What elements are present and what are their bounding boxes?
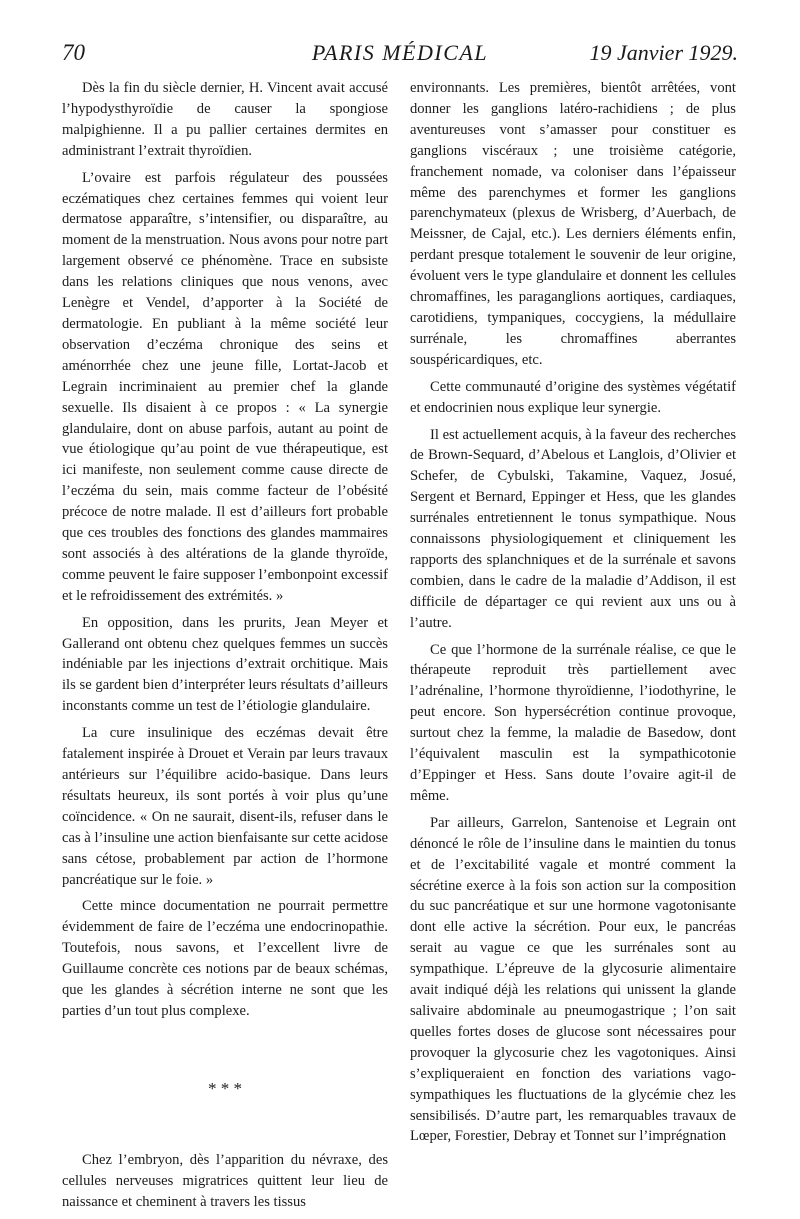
paragraph-continuation: environnants. Les premières, bientôt arrêtées, vont donner les ganglions latéro-rachidiens ; de plus aventureuses vont s’amasser pour constituer es ganglions viscéraux ; une troisième catégorie, franchement nomade, va coloniser dans l’épaisseur même des parenchymes et former les ganglions parenchymateux (plexus de Wrisberg, d’Auerbach, de Meissner, de Cajal, etc.). Les derniers éléments enfin, perdant presque totalement le souvenir de leur origine, évoluent vers le type glandulaire et donnent les cellules chromaffines, les paraganglions aortiques, cardiaques, carotidiens, tympaniques, coccygiens, la médullaire surrénale, les chromaffines aberrantes souspéricardiques, etc. [410,80,736,368]
right-column [410,78,736,1153]
paragraph: Ce que l’hormone de la surrénale réalise, ce que le thérapeute reproduit très partiellement avec l’adrénaline, l’hormone thyroïdienne, l’iodothyrine, le peut encore. Son hypersécrétion continue provoque, surtout chez la femme, la maladie de Basedow, dont l’équivalent masculin est la sympathicotonie d’Eppinger et Hess. Sans doute l’ovaire agit-il de même. [410,641,736,804]
issue-date: 19 Janvier 1929. [589,40,738,65]
paragraph: Chez l’embryon, dès l’apparition du névraxe, des cellules nerveuses migratrices quittent leur lieu de naissance et cheminent à travers les tissus [62,1151,388,1210]
paragraph: Cette mince documentation ne pourrait permettre évidemment de faire de l’eczéma une endocrinopathie. Toutefois, nous savons, et l’excellent livre de Guillaume concrète ces notions par de beaux schémas, que les glandes à sécrétion interne ne sont que les parties d’un tout plus complexe. [62,898,388,1019]
journal-title: PARIS MÉDICAL [311,40,489,65]
paragraph: L’ovaire est parfois régulateur des poussées eczématiques chez certaines femmes qui voient leur dermatose apparaître, s’intensifier, ou disparaître, au moment de la menstruation. Nous avons pour notre part largement observé ce phénomène. Trace en subsiste dans les relations cliniques que nous venons, avec Lenègre et Vendel, d’apporter à la Société de dermatologie. En publiant à la même société leur observation d’eczéma chronique des seins et aménorrhée chez une jeune fille, Lortat-Jacob et Legrain incriminaient au premier chef la glande sexuelle. Ils disaient à ce propos : « La synergie glandulaire, dont on abuse parfois, autant au point de vue étiologique qu’au point de vue thérapeutique, est ici manifeste, non seulement comme cause directe de l’eczéma du sein, mais comme facteur de l’obésité précoce de notre malade. Il est d’ailleurs fort probable que ces troubles des fonctions des glandes mammaires sont associés à des altérations de la glande thyroïde, comme peuvent le faire supposer l’embonpoint excessif et le refroidissement des extrémités. » [62,169,388,604]
paragraph: Il est actuellement acquis, à la faveur des recherches de Brown-Sequard, d’Abelous et Langlois, d’Olivier et Schefer, de Cybulski, Takamine, Vaquez, Josué, Sergent et Bernard, Eppinger et Hess, que les glandes surrénales entretiennent le tonus sympathique. Nous connaissons physiologiquement et cliniquement les rapports des splanchniques et de la surrénale et savons combien, dans le cadre de la maladie d’Addison, il est difficile de départager ce qui revient aux uns ou à l’autre. [410,426,736,631]
running-header [62,40,738,74]
left-column [62,78,388,1219]
paragraph: Dès la fin du siècle dernier, H. Vincent avait accusé l’hypodysthyroïdie de causer la spongiose malpighienne. Il a pu pallier certaines dermites en administrant l’extrait thyroïdien. [62,80,388,159]
paragraph: En opposition, dans les prurits, Jean Meyer et Gallerand ont obtenu chez quelques femmes un succès indéniable par les injections d’extrait orchitique. Mais ils se gardent bien d’interpréter leurs résultats d’ailleurs inconstants comme un test de l’étiologie glandulaire. [62,614,388,715]
paragraph: Par ailleurs, Garrelon, Santenoise et Legrain ont dénoncé le rôle de l’insuline dans le maintien du tonus et de l’excitabilité vagale et montré comment la sécrétine exerce à la fois son action sur la composition du suc pancréatique et sur une hormone vagotonisante dont elle active la sécrétion. Pour eux, le pancréas serait au vague ce que les surrénales sont au sympathique. L’épreuve de la glycosurie alimentaire avait indiqué déjà les relations qui unissent la glande salivaire abdominale au pneumogastrique ; l’on sait quelles fortes doses de glucose sont nécessaires pour provoquer la glycosurie chez les vagotoniques. Ainsi s’expliqueraient en fonction des variations vago-sympathiques les fluctuations de la glycémie chez les sensibilisés. D’autre part, les remarquables travaux de Lœper, Forestier, Debray et Tonnet sur l’imprégnation [410,814,736,1145]
paragraph: La cure insulinique des eczémas devait être fatalement inspirée à Drouet et Verain par leurs travaux antérieurs sur l’équilibre acido-basique. Dans leurs résultats heureux, ils sont portés à voir plus qu’une coïncidence. « On ne saurait, disent-ils, refuser dans le cas à l’insuline une action bienfaisante sur cette acidose sans cétose, probablement par action de l’hormone pancréatique sur le foie. » [62,725,388,888]
section-break-asterism: * * * [208,1078,242,1098]
page-number: 70 [62,40,85,65]
paragraph: Cette communauté d’origine des systèmes végétatif et endocrinien nous explique leur synergie. [410,378,736,416]
